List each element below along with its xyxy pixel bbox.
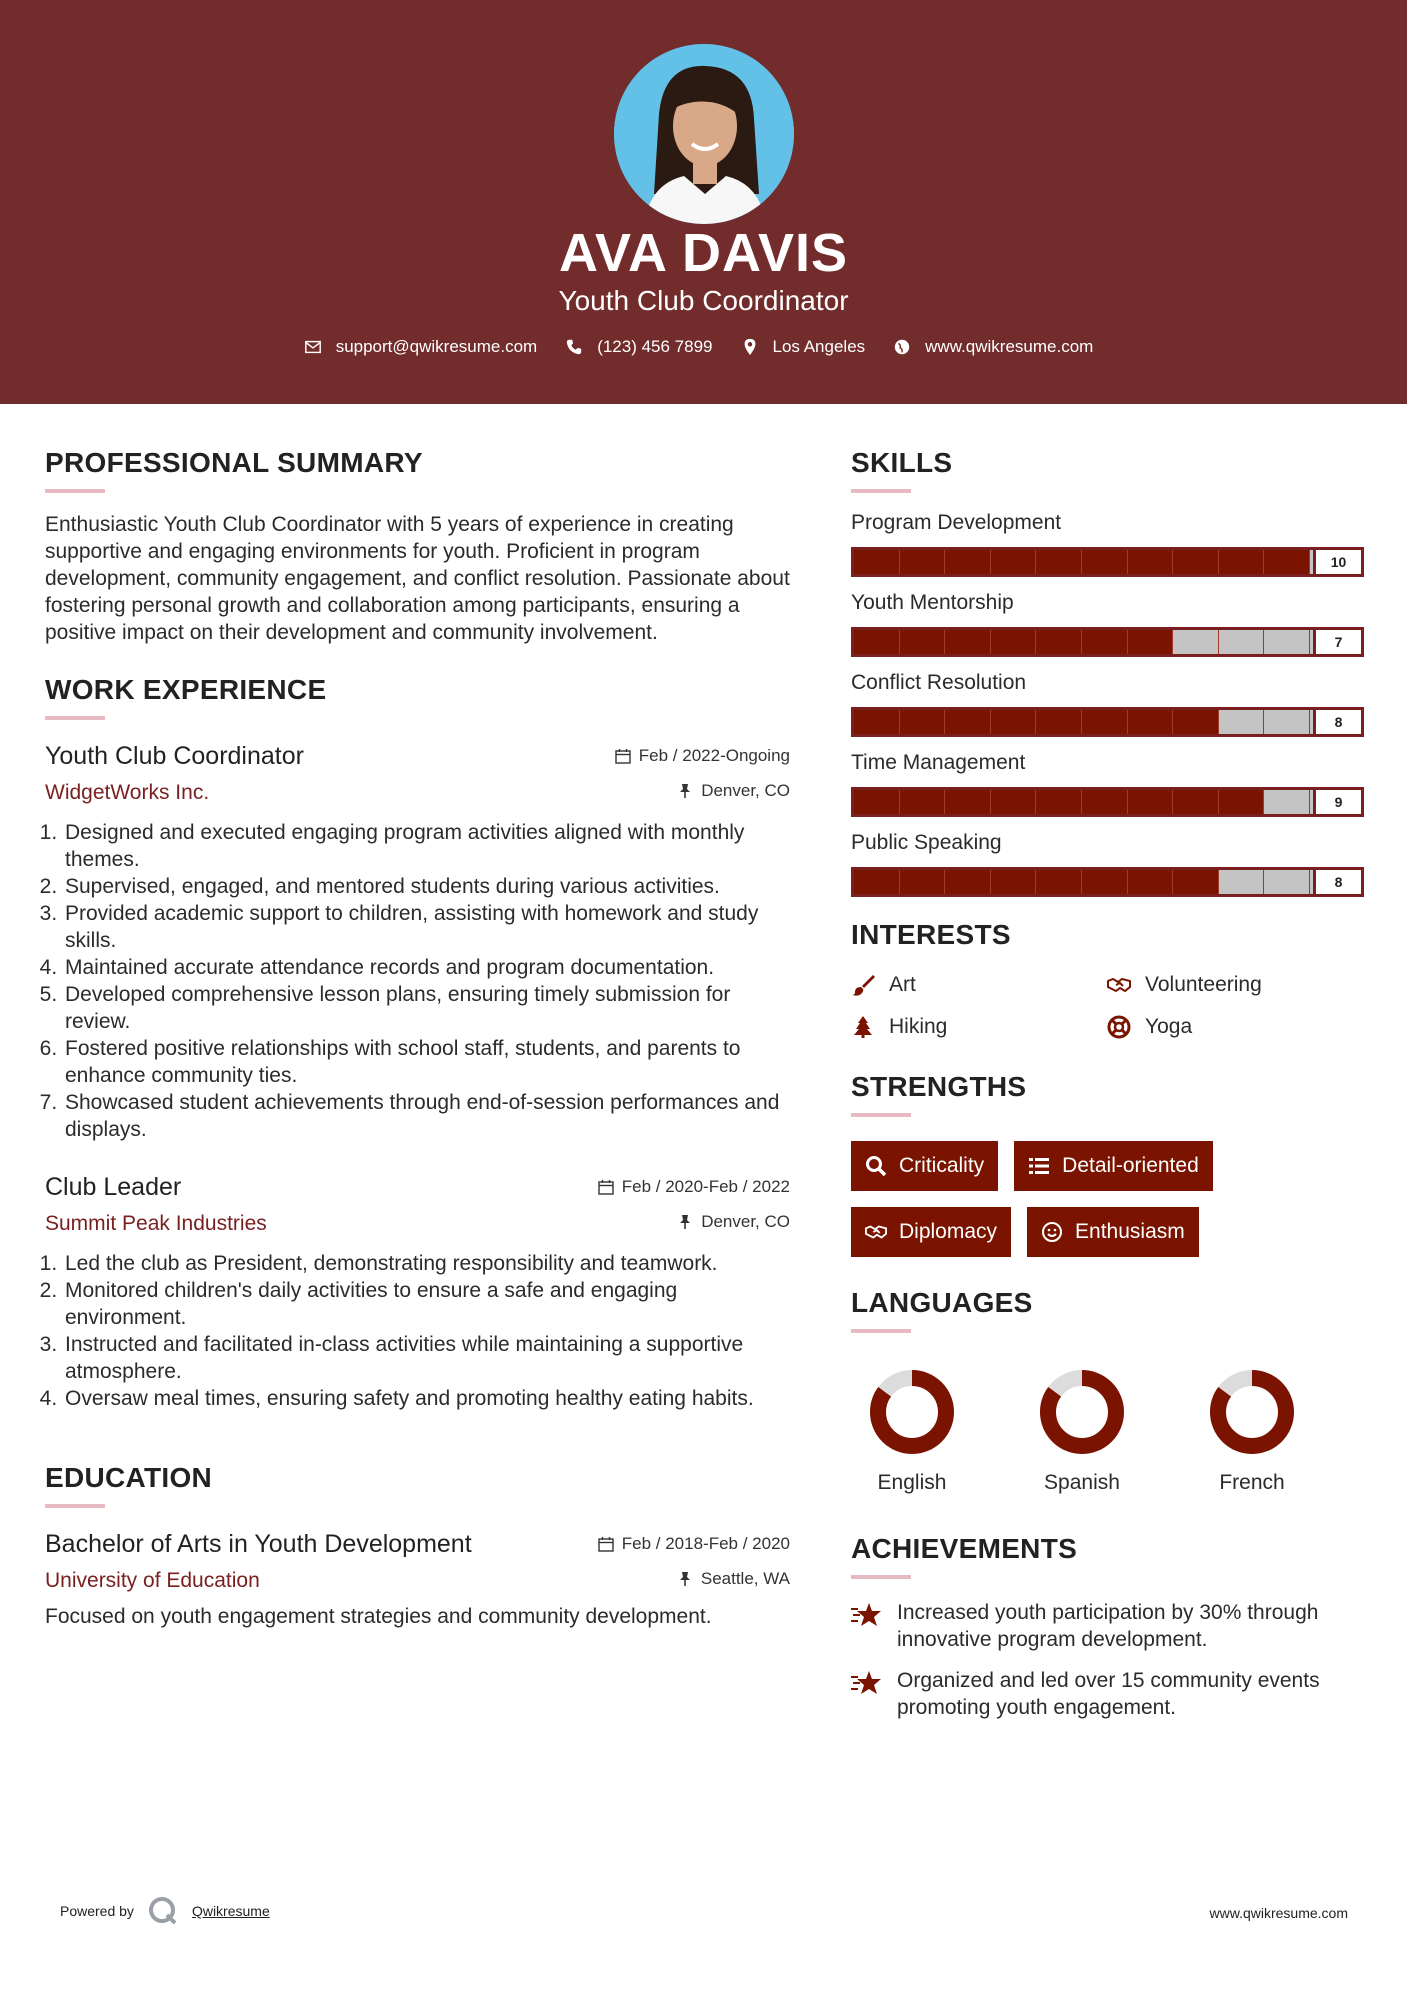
job-date-text: Feb / 2022-Ongoing: [638, 746, 790, 765]
contact-website[interactable]: [893, 337, 1093, 357]
powered-by-label: Powered by: [60, 1903, 134, 1919]
pushpin-icon: [677, 1571, 693, 1587]
skill-score: 8: [1313, 870, 1361, 894]
skill-bar: [851, 627, 1364, 657]
strength-label: Detail-oriented: [1062, 1154, 1199, 1177]
language-item: [1211, 1369, 1293, 1495]
section-title-strengths: STRENGTHS: [851, 1071, 1027, 1102]
job-location: [677, 1212, 790, 1232]
section-divider: [45, 1504, 105, 1508]
interest-item: [1107, 1015, 1363, 1039]
section-divider: [851, 489, 911, 493]
strength-label: Diplomacy: [899, 1220, 998, 1243]
left-column: [45, 404, 790, 1630]
education-date: [598, 1534, 790, 1554]
interest-item: [1107, 973, 1363, 997]
strength-chip: [851, 1207, 1011, 1257]
school-name: University of Education: [45, 1569, 260, 1592]
calendar-icon: [598, 1179, 614, 1195]
website-text: www.qwikresume.com: [925, 337, 1094, 356]
interest-label: Yoga: [1145, 1015, 1193, 1038]
education-entry: [45, 1530, 790, 1630]
qwikresume-logo-icon: [148, 1896, 178, 1926]
skill-label: Conflict Resolution: [851, 671, 1027, 694]
skill-bar: [851, 787, 1364, 817]
lifering-icon: [1107, 1015, 1131, 1039]
job-location-text: Denver, CO: [701, 781, 790, 800]
education-location-text: Seattle, WA: [700, 1569, 790, 1588]
job-entry: [45, 742, 790, 1143]
list-item: 4. Maintained accurate attendance records and program documentation.: [63, 954, 790, 981]
interest-label: Hiking: [889, 1015, 948, 1038]
skill-score: 10: [1313, 550, 1361, 574]
job-date-text: Feb / 2020-Feb / 2022: [621, 1177, 790, 1196]
summary-text: Enthusiastic Youth Club Coordinator with 5 years of experience in creating supportive and engaging environments for youth. Proficient in program development, community engagement, and conflict resolution. Passionate about fostering personal growth and collaboration among participants, ensuring a positive impact on their development and community involvement.: [45, 513, 790, 644]
job-title: Club Leader: [45, 1173, 182, 1201]
languages-list: [851, 1369, 1366, 1495]
location-text: Los Angeles: [772, 337, 866, 356]
skill-item: [851, 591, 1366, 657]
job-location-text: Denver, CO: [701, 1212, 790, 1231]
skill-label: Time Management: [851, 751, 1026, 774]
pushpin-icon: [677, 1214, 693, 1230]
candidate-name: AVA DAVIS: [558, 223, 849, 283]
interests-grid: [851, 973, 1366, 1039]
achievements-list: [851, 1599, 1366, 1721]
skill-score: 9: [1313, 790, 1361, 814]
handshake-icon: [1107, 973, 1131, 997]
section-title-experience: WORK EXPERIENCE: [45, 674, 327, 705]
job-entry: [45, 1173, 790, 1412]
education-date-text: Feb / 2018-Feb / 2020: [621, 1534, 790, 1553]
header-banner: [0, 0, 1407, 404]
globe-icon: [893, 338, 911, 356]
star-icon: [851, 1669, 883, 1697]
skill-bar-segments: [854, 790, 1310, 814]
skill-bar-segments: [854, 710, 1310, 734]
list-item: 3. Instructed and facilitated in-class activities while maintaining a supportive atmosphere.: [63, 1331, 790, 1385]
interest-item: [851, 1015, 1107, 1039]
list-item: 2. Supervised, engaged, and mentored students during various activities.: [63, 873, 790, 900]
skill-bar: [851, 867, 1364, 897]
job-company: Summit Peak Industries: [45, 1212, 267, 1235]
tree-icon: [851, 1015, 875, 1039]
interest-label: Volunteering: [1145, 973, 1262, 996]
section-divider: [851, 1113, 911, 1117]
strengths-section: [851, 1071, 1366, 1257]
email-text: support@qwikresume.com: [335, 337, 538, 356]
right-column: [851, 404, 1366, 1735]
section-divider: [851, 1329, 911, 1333]
footer-website[interactable]: www.qwikresume.com: [1209, 1905, 1348, 1921]
search-icon: [865, 1155, 887, 1177]
pushpin-icon: [677, 783, 693, 799]
achievements-section: [851, 1533, 1366, 1721]
profile-photo: [614, 44, 794, 224]
list-icon: [1028, 1155, 1050, 1177]
list-item: 7. Showcased student achievements through end-of-session performances and displays.: [63, 1089, 790, 1143]
skills-list: [851, 511, 1366, 897]
contact-bar: [0, 337, 1407, 357]
language-level-donut: [869, 1369, 955, 1455]
skill-bar-segments: [854, 870, 1310, 894]
list-item: 3. Provided academic support to children, assisting with homework and study skills.: [63, 900, 790, 954]
language-item: [871, 1369, 953, 1495]
strength-label: Criticality: [899, 1154, 985, 1177]
skill-score: 8: [1313, 710, 1361, 734]
job-title: Youth Club Coordinator: [45, 742, 304, 770]
job-bullets: [45, 1250, 790, 1412]
skill-item: [851, 751, 1366, 817]
list-item: 2. Monitored children's daily activities to ensure a safe and engaging environment.: [63, 1277, 790, 1331]
candidate-title: Youth Club Coordinator: [558, 285, 849, 316]
language-level-donut: [1039, 1369, 1125, 1455]
section-title-achievements: ACHIEVEMENTS: [851, 1533, 1078, 1564]
job-company: WidgetWorks Inc.: [45, 781, 210, 804]
job-date: [615, 746, 790, 766]
skill-bar: [851, 707, 1364, 737]
job-location: [677, 781, 790, 801]
list-item: 1. Led the club as President, demonstrating responsibility and teamwork.: [63, 1250, 790, 1277]
skill-bar: [851, 547, 1364, 577]
section-divider: [45, 716, 105, 720]
skill-label: Public Speaking: [851, 831, 1002, 854]
calendar-icon: [598, 1536, 614, 1552]
degree-title: Bachelor of Arts in Youth Development: [45, 1530, 472, 1558]
language-label: Spanish: [1044, 1471, 1120, 1494]
section-title-interests: INTERESTS: [851, 919, 1011, 950]
interest-label: Art: [889, 973, 916, 996]
education-section: [45, 1462, 790, 1630]
language-label: English: [877, 1471, 947, 1494]
skill-label: Program Development: [851, 511, 1062, 534]
interest-item: [851, 973, 1107, 997]
achievement-text: Organized and led over 15 community events promoting youth engagement.: [897, 1669, 1320, 1719]
section-divider: [45, 489, 105, 493]
strength-label: Enthusiasm: [1075, 1220, 1185, 1243]
language-label: French: [1219, 1471, 1285, 1494]
skill-bar-segments: [854, 550, 1310, 574]
job-date: [598, 1177, 790, 1197]
skill-item: [851, 831, 1366, 897]
contact-location: [741, 337, 866, 357]
summary-section: [45, 447, 790, 646]
strength-chip: [1027, 1207, 1199, 1257]
brand-link[interactable]: Qwikresume: [191, 1903, 270, 1919]
experience-section: [45, 674, 790, 1412]
calendar-icon: [615, 748, 631, 764]
language-level-donut: [1209, 1369, 1295, 1455]
skills-section: [851, 447, 1366, 897]
phone-icon: [565, 338, 583, 356]
list-item: 1. Designed and executed engaging program activities aligned with monthly themes.: [63, 819, 790, 873]
skill-item: [851, 511, 1366, 577]
section-title-education: EDUCATION: [45, 1462, 213, 1493]
section-divider: [851, 1575, 911, 1579]
footer-powered-by: [60, 1896, 270, 1926]
section-title-skills: SKILLS: [851, 447, 953, 478]
skill-bar-segments: [854, 630, 1310, 654]
list-item: 4. Oversaw meal times, ensuring safety and promoting healthy eating habits.: [63, 1385, 790, 1412]
achievement-item: [851, 1667, 1366, 1721]
education-location: [677, 1569, 790, 1589]
phone-text: (123) 456 7899: [597, 337, 713, 356]
list-item: 6. Fostered positive relationships with school staff, students, and parents to enhance community ties.: [63, 1035, 790, 1089]
skill-item: [851, 671, 1366, 737]
skill-score: 7: [1313, 630, 1361, 654]
envelope-icon: [304, 338, 322, 356]
section-title-languages: LANGUAGES: [851, 1287, 1033, 1318]
language-item: [1041, 1369, 1123, 1495]
achievement-text: Increased youth participation by 30% through innovative program development.: [897, 1601, 1319, 1651]
smile-icon: [1041, 1221, 1063, 1243]
map-pin-icon: [741, 338, 759, 356]
contact-email[interactable]: [304, 337, 538, 357]
interests-section: [851, 919, 1366, 1039]
strengths-list: [851, 1141, 1281, 1257]
skill-label: Youth Mentorship: [851, 591, 1014, 614]
list-item: 5. Developed comprehensive lesson plans, ensuring timely submission for review.: [63, 981, 790, 1035]
section-title-summary: PROFESSIONAL SUMMARY: [45, 447, 423, 478]
education-description: Focused on youth engagement strategies and community development.: [45, 1605, 712, 1628]
handshake-icon: [865, 1221, 887, 1243]
achievement-item: [851, 1599, 1366, 1653]
strength-chip: [1014, 1141, 1213, 1191]
star-icon: [851, 1601, 883, 1629]
contact-phone[interactable]: [565, 337, 712, 357]
paintbrush-icon: [851, 973, 875, 997]
languages-section: [851, 1287, 1366, 1495]
job-bullets: [45, 819, 790, 1143]
strength-chip: [851, 1141, 998, 1191]
avatar: [614, 44, 794, 224]
